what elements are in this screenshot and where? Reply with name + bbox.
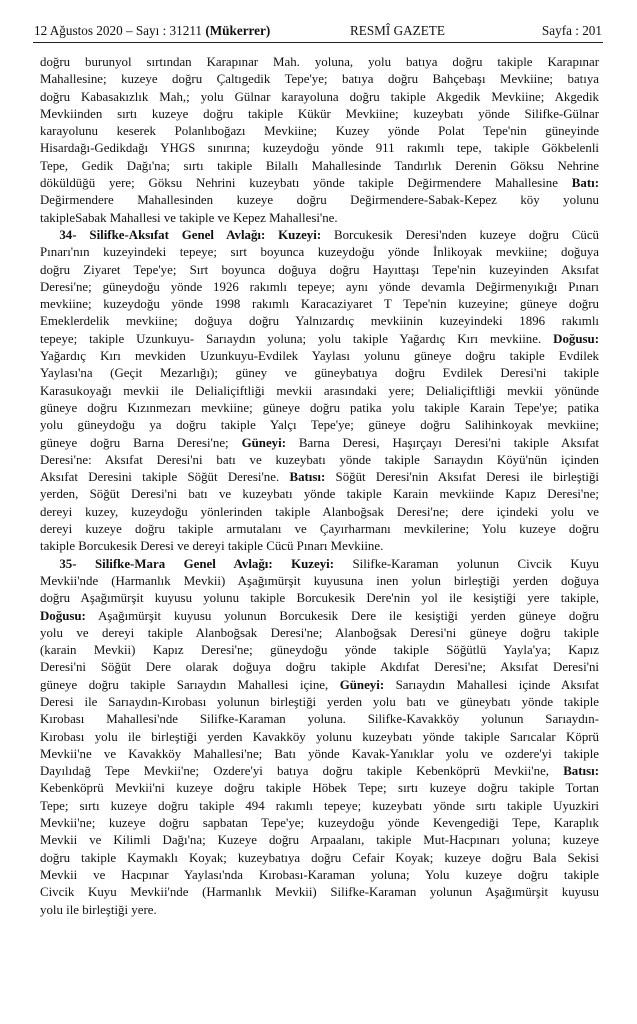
page-header <box>34 22 602 44</box>
text-run: Dayılıdağ Tepe Mevkii'ne; Ozdere'yi batıya doğru takiple Kebenköprü Mevkii'ne, <box>40 764 564 779</box>
text-line <box>40 729 599 746</box>
text-line <box>40 711 599 728</box>
text-line <box>40 383 599 400</box>
header-publication: RESMÎ GAZETE <box>350 23 445 38</box>
text-line <box>40 746 599 763</box>
text-line <box>40 348 599 365</box>
text-run: Silifke-Karaman yolunun Civcik Kuyu <box>334 556 599 571</box>
bold-text: Batısı: <box>563 764 599 779</box>
text-line <box>40 625 599 642</box>
text-line <box>40 590 599 607</box>
text-run: mevkiine; kuzeydoğu yönde 1998 rakımlı Karacaziyaret T Tepe'nin kuzeyine; güneye doğru <box>40 297 599 312</box>
bold-text: Güneyi: <box>339 677 385 692</box>
bold-text: Doğusu: <box>553 331 599 346</box>
bold-text: Batısı: <box>289 470 326 485</box>
text-run: Kırobası yolu ile birleştiği yerden Kavakköy yolunu kuzeybatı yönde takiple Sarıcalar Köprü <box>40 729 599 744</box>
text-line <box>40 850 599 867</box>
text-run: Mevkii ve Hacpınar Yaylası'nda Kırobası-Karaman yoluna; Yolu kuzeye doğru takiple <box>40 867 599 882</box>
text-run <box>40 228 59 242</box>
text-line <box>40 54 599 71</box>
text-line <box>40 642 599 659</box>
text-run: güneye doğru takiple Sarıaydın Mahallesi içine, <box>40 677 340 692</box>
text-run: Civcik Kuyu Mevkii'nde (Harmanlık Mevkii) Silifke-Karaman yolunun Aşağımürşit kuyusu <box>40 885 599 900</box>
text-run: Mevkii'nde (Harmanlık Mevkii) Aşağımürşit kuyusuna inen yolun birleştiği yerden doğuya <box>40 573 599 588</box>
text-run: Sarıaydın Mahallesi içinde Aksıfat <box>384 677 599 692</box>
text-run: Pınarı'nın kuzeyindeki tepeye; sırt boyunca kuzeydoğu yönde İnlikoyak mevkiine; doğuya <box>40 245 599 260</box>
text-line <box>40 331 599 348</box>
text-run: doğru Ziyaret Tepe'ye; Sırt boyunca doğuya doğru Hayıttaşı Tepe'nin kuzeyinden Aksıfat <box>40 262 599 277</box>
text-run: yolu ile birleştiği yere. <box>40 902 157 917</box>
text-run: yerden, Söğüt Deresi'ni batı ve kuzeybatı yönde takiple Karain mevkiinde Kapız Deresi'ne; <box>40 487 599 502</box>
text-run: Aşağımürşit kuyusu yolunun Borcukesik Dere ile kesiştiği yerden güneye doğru <box>85 608 599 623</box>
text-run: Karasukoyağı mevkii ile Delialiçiftliği mevkii arasındaki yere; Delialiçiftliği mevkii yönünde <box>40 383 599 398</box>
text-line <box>40 452 599 469</box>
text-line <box>40 798 599 815</box>
text-run: Emeklerdelik mevkiine; doğuya doğru Yalnızardıç mevkiinin kuzeyindeki 1896 rakımlı <box>40 314 599 329</box>
text-run: Deresi'ni Söğüt Dere olarak doğuya doğru takiple Akdıfat Deresi'ne; Aksıfat Deresi'ni <box>40 660 599 675</box>
text-run: doğru Kabasakızlık Mah,; yolu Gülnar karayoluna doğru takiple Akgedik Mevkiine; Akgedik <box>40 89 599 104</box>
text-line <box>40 106 599 123</box>
text-line <box>40 140 599 157</box>
text-run: Deresi'ne: Aksıfat Deresi'ni batı ve kuzeybatı yönde takiple Sarıaydın Köyü'nün içinden <box>40 452 599 467</box>
bold-text: 35- Silifke-Mara Genel Avlağı: Kuzeyi: <box>59 556 335 571</box>
text-line <box>40 279 599 296</box>
text-run: döküldüğü yere; Göksu Nehrini kuzeybatı yönde takiple Değirmendere Mahallesine <box>40 176 572 191</box>
text-run: dereyi kuzeye doğru takiple armutalanı ve Çayırharmanı mevkilerine; Yolu kuzeye doğru <box>40 522 599 537</box>
text-run <box>40 557 59 571</box>
bold-text: Güneyi: <box>241 435 286 450</box>
bold-text: Doğusu: <box>40 608 86 623</box>
text-line <box>40 262 599 279</box>
text-line <box>40 469 599 486</box>
text-line <box>40 244 599 261</box>
text-line <box>40 192 599 209</box>
text-run: tepeye; takiple Uzunkuyu- Sarıaydın yoluna; yolu takiple Yağardıç Kırı mevkiine. <box>40 331 554 346</box>
bold-text: Batı: <box>571 176 599 191</box>
text-run: doğru Aşağımürşit kuyusu yolunu takiple Borcukesik Dere'nin yol ile kesiştiği yere takiple, <box>40 591 599 606</box>
text-run: güneye doğru Kızınmezarı mevkiine; güneye doğru patika yolu takiple Karain Tepe'ye; patika <box>40 400 599 415</box>
text-line <box>40 556 599 573</box>
text-run: (karain Mevkii) Kapız Deresi'ne; güneydoğu yönde takiple Söğütlü Yayla'ya; Kapız <box>40 643 599 658</box>
text-run: Deresi ile Sarıaydın-Kırobası yolunun birleştiği yerden yolu batı ve güneybatı yönde takiple <box>40 694 599 709</box>
text-run: karayolunu keserek Polanlıboğazı Mevkiine; Kuzey yönde Polat Tepe'nin güneyinde <box>40 124 599 139</box>
text-line <box>40 677 599 694</box>
text-run: Değirmendere Mahallesinden kuzeye doğru Değirmendere-Sabak-Kepez köy yolunu <box>40 193 599 208</box>
text-run: Aksıfat Deresini takiple Söğüt Deresi'ne. <box>40 470 290 485</box>
text-run: Hisardağı-Gedikdağı YHGS sınırına; kuzeydoğu yönde 911 rakımlı tepe, takiple Gökbelenli <box>40 141 599 156</box>
text-line <box>40 867 599 884</box>
text-run: takipleSabak Mahallesi ve takiple ve Kepez Mahallesi'ne. <box>40 210 338 225</box>
text-line <box>40 521 599 538</box>
text-run: doğru burunyol sırtından Karapınar Mah. yoluna, yolu batıya doğru takiple Karapınar <box>40 55 599 69</box>
text-run: Kebenköprü Mevkii'ni kuzeye doğru takiple Höbek Tepe; sırtı kuzeye doğru takiple Tortan <box>40 781 599 796</box>
text-run: doğru takiple Kaymaklı Koyak; kuzeybatıya doğru Cefair Koyak; kuzeye doğru Bala Sekisi <box>40 850 599 865</box>
text-line <box>40 123 599 140</box>
text-line <box>40 659 599 676</box>
text-run: Tepe, Gedik Dağı'na; sırtı takiple Bilallı Mahallesinde Tandırlık Derenin Göksu Nehrine <box>40 158 599 173</box>
text-run: Tepe; sırtı kuzeye doğru takiple 494 rakımlı tepeye; kuzeybatı yönde sırtı takiple Uyuzkiri <box>40 798 599 813</box>
header-page-number: Sayfa : 201 <box>541 23 602 38</box>
text-run: Yaylası'na (Geçit Mezarlığı); güney ve güneybatıya doğru Evdilek Deresi'ni takiple <box>40 366 599 381</box>
text-line <box>40 884 599 901</box>
text-line <box>40 158 599 175</box>
text-line <box>40 417 599 434</box>
text-line <box>40 400 599 417</box>
text-line <box>40 175 599 192</box>
header-date: 12 Ağustos 2020 – Sayı : 31211 <box>34 23 203 38</box>
text-line <box>40 435 599 452</box>
text-run: Barna Deresi, Haşırçayı Deresi'ni takiple Aksıfat <box>285 435 599 450</box>
header-issue-type: (Mükerrer) <box>205 23 271 38</box>
text-line <box>40 538 599 555</box>
text-run: yolu ve dereyi takiple Alanboğsak Deresi'ne; Alanboğsak Deresi'ni güneye doğru takiple <box>40 625 599 640</box>
text-run: Mevkii'ne ve Kavakköy Mahallesi'ne; Batı yönde Kavak-Yanıklar yolu ve ozdere'yi takiple <box>40 746 599 761</box>
text-run: güneye doğru Barna Deresi'ne; <box>40 435 242 450</box>
text-line <box>40 210 599 227</box>
text-line <box>40 573 599 590</box>
text-run: dereyi kuzey, kuzeydoğu yönlerinden takiple Alanboğsak Deresi'ne; dere içindeki yolu ve <box>40 504 599 519</box>
text-line <box>40 89 599 106</box>
text-line <box>40 815 599 832</box>
header-date-issue <box>34 22 270 40</box>
text-line <box>40 313 599 330</box>
text-line <box>40 780 599 797</box>
text-run: Söğüt Deresi'nin Aksıfat Deresi ile birleştiği <box>325 470 599 485</box>
text-run: Deresi'ne; güneydoğu yönde 1926 rakımlı tepeye; aynı yönde devamla Değirmenyıkığı Pınarı <box>40 279 599 294</box>
text-line <box>40 296 599 313</box>
text-run: Mahallesine; kuzeye doğru Çaltıgedik Tepe'ye; batıya doğru Bahçebaşı Mevkiine; batıya <box>40 72 599 87</box>
text-run: Mevkii'ne; kuzeye doğru sapbatan Tepe'ye; kuzeydoğu yönde Kevengediği Tepe, Karaplık <box>40 816 599 831</box>
text-line <box>40 486 599 503</box>
document-body <box>40 54 599 919</box>
text-run: Mevkiinden sırtı kuzeye doğru takiple Kükür Mevkiine; kuzeybatı yönde Silifke-Gülnar <box>40 106 599 121</box>
text-line <box>40 71 599 88</box>
bold-text: 34- Silifke-Aksıfat Genel Avlağı: Kuzeyi: <box>59 227 322 242</box>
text-line <box>40 763 599 780</box>
text-line <box>40 504 599 521</box>
text-run: Borcukesik Deresi'nden kuzeye doğru Cücü <box>321 227 599 242</box>
text-line <box>40 694 599 711</box>
text-run: Yağardıç Kırı mevkiden Uzunkuyu-Evdilek Yaylası yolunu güneye doğru takiple Evdilek <box>40 349 599 364</box>
text-line <box>40 608 599 625</box>
header-divider <box>33 42 603 43</box>
text-line <box>40 832 599 849</box>
text-run: yolu güneydoğu ya doğru takiple Yalçı Tepe'ye; güneye doğru Salihinkoyak mevkiine; <box>40 418 599 433</box>
text-run: takiple Borcukesik Deresi ve dereyi takiple Cücü Pınarı Mevkiine. <box>40 539 384 554</box>
text-line <box>40 902 599 919</box>
text-run: Mevkii ve Kilimli Dağı'na; Kuzeye doğru Arpaalanı, takiple Mut-Hacpınarı yoluna; kuzeye <box>40 833 599 848</box>
text-line <box>40 365 599 382</box>
text-run: Kırobası Mahallesi'nde Silifke-Karaman yoluna. Silifke-Kavakköy yolunun Sarıaydın- <box>40 712 599 727</box>
text-line <box>40 227 599 244</box>
